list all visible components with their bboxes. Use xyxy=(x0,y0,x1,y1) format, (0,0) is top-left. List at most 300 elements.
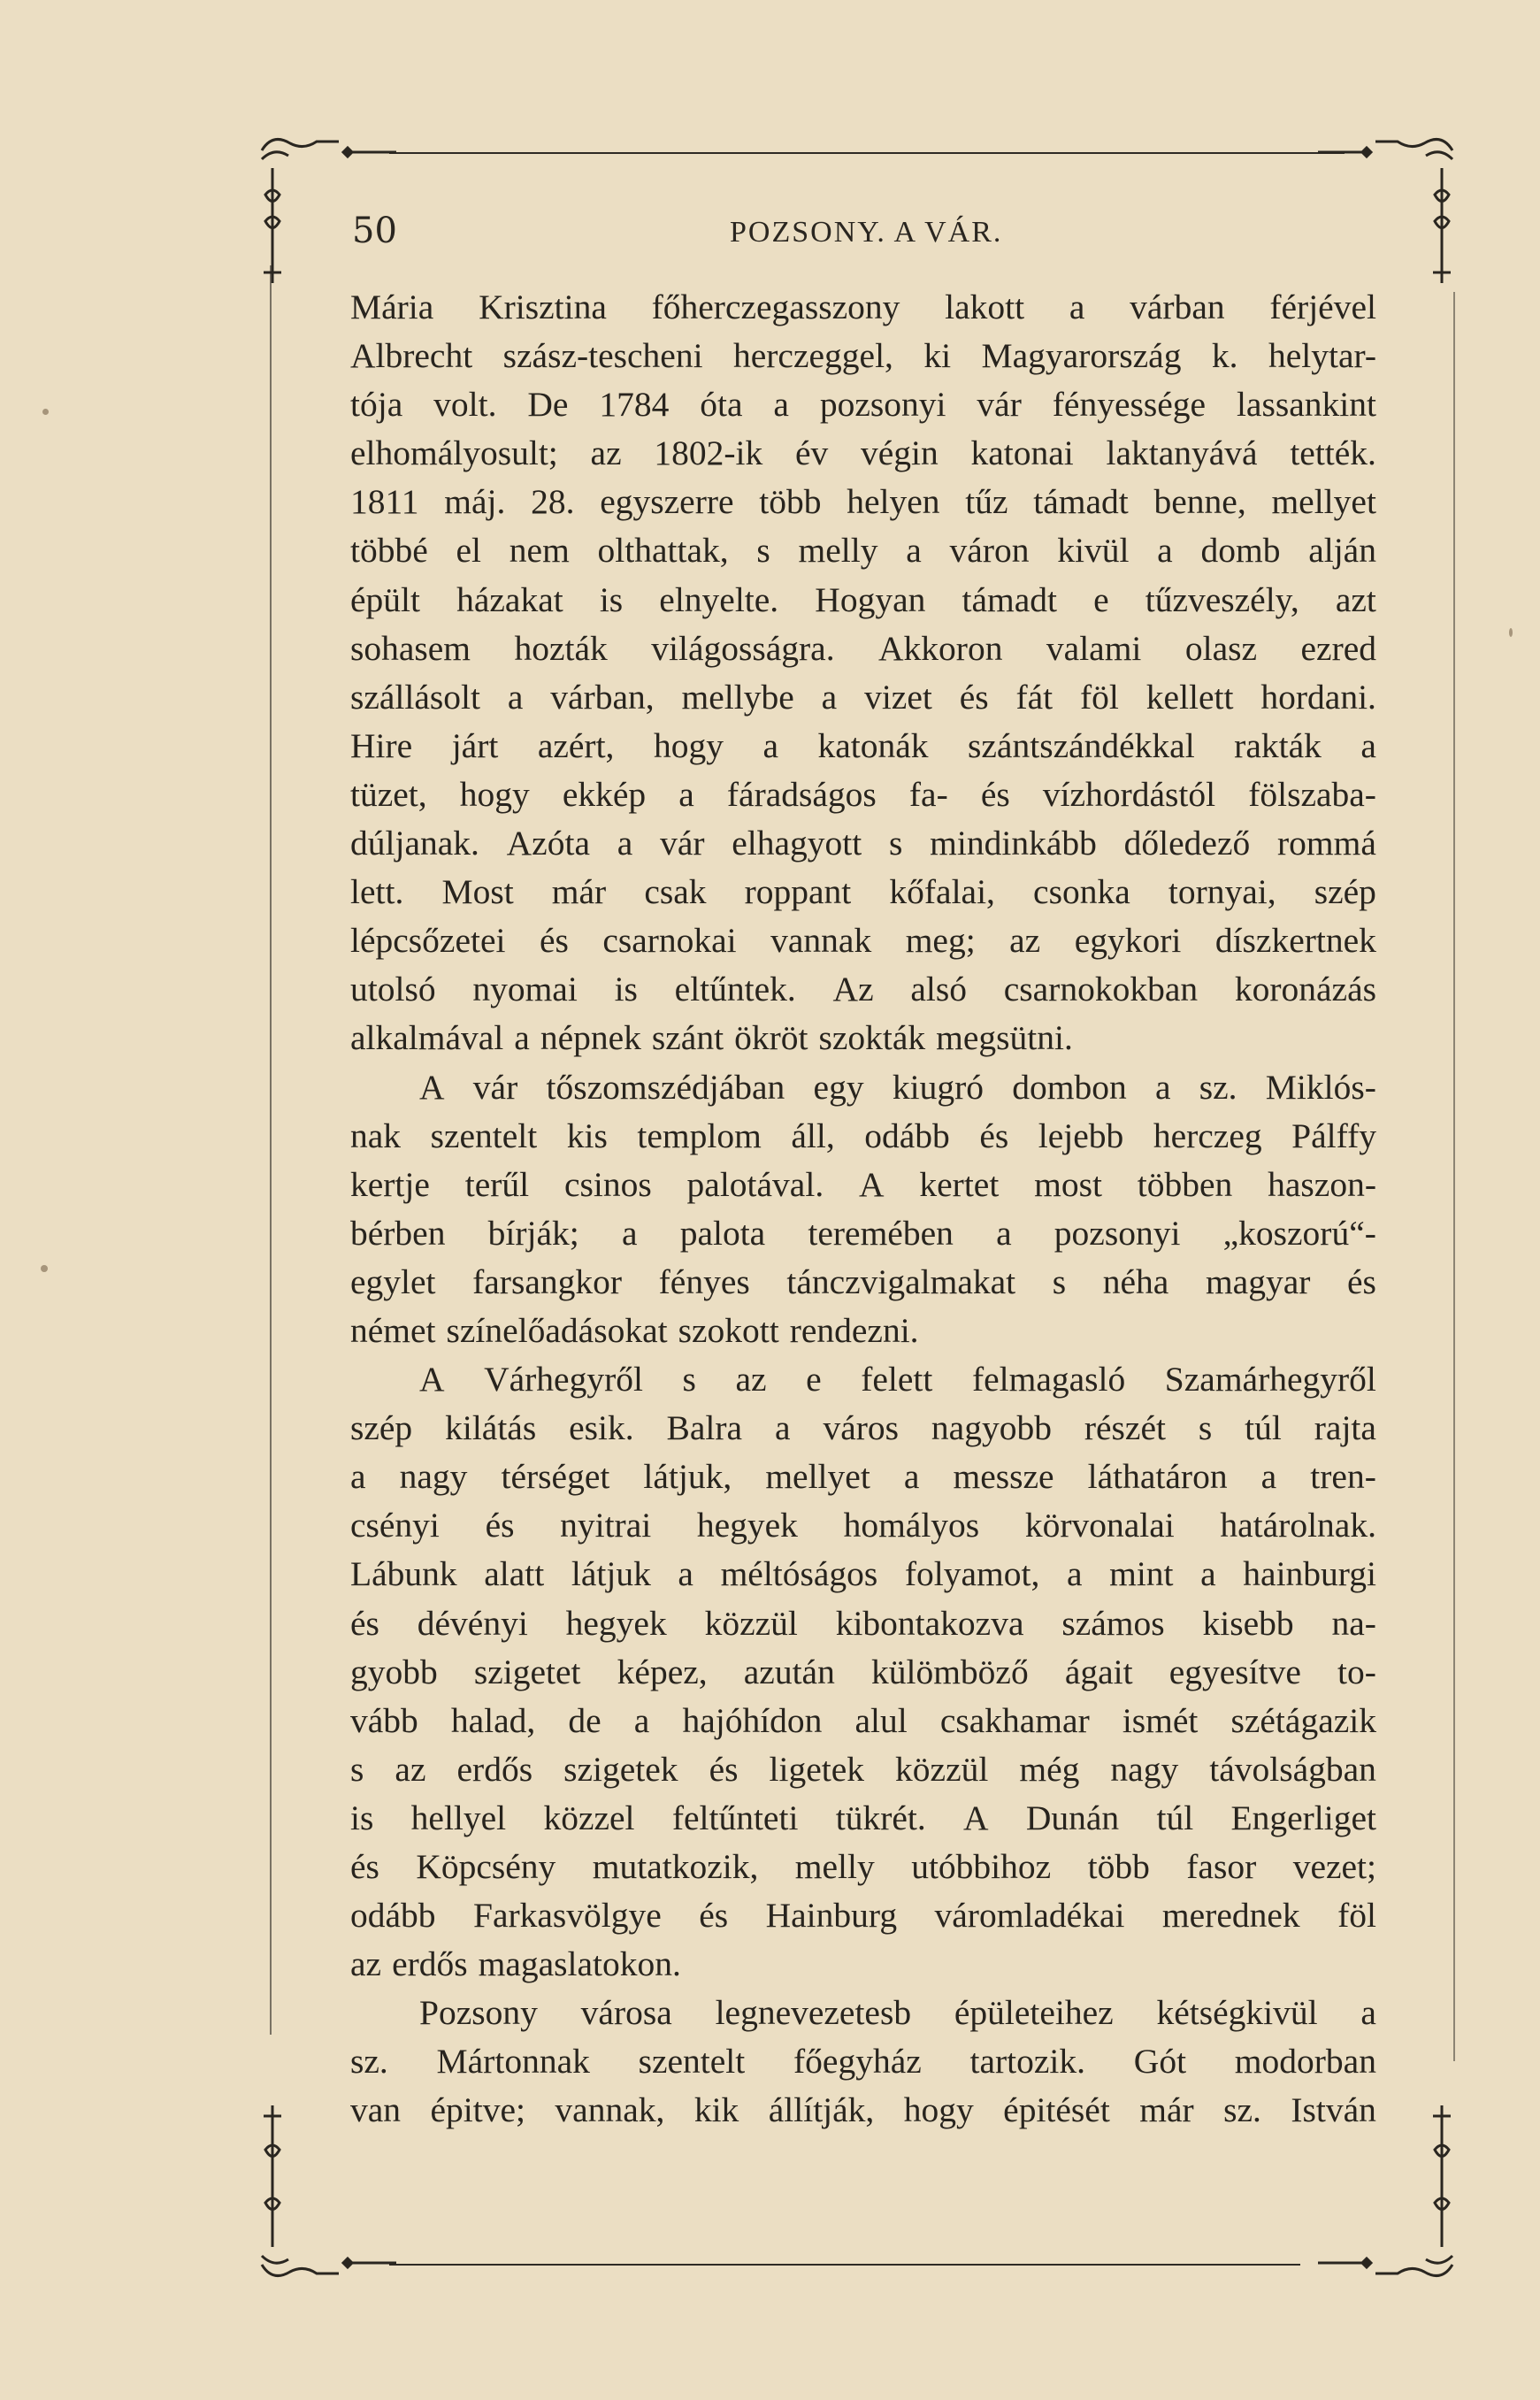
word: fát xyxy=(1015,677,1053,717)
word: a xyxy=(1157,531,1173,571)
word: elnyelte. xyxy=(659,579,779,619)
word: Azóta xyxy=(506,824,590,863)
word: rommá xyxy=(1277,824,1376,863)
word: pozsonyi xyxy=(819,385,946,425)
word: és xyxy=(350,1603,379,1643)
word: támadt xyxy=(962,579,1057,619)
word: A xyxy=(963,1798,989,1837)
word: kertje xyxy=(350,1164,430,1204)
text-line xyxy=(350,576,1376,625)
word: épületeihez xyxy=(954,1993,1114,2033)
word: több xyxy=(1087,1847,1150,1886)
word: hordani. xyxy=(1260,677,1376,717)
word: k. xyxy=(1211,336,1238,376)
word: Mária xyxy=(350,288,434,326)
text-line xyxy=(350,771,1376,819)
word: kilátás xyxy=(445,1408,537,1448)
text-line xyxy=(350,1599,1376,1648)
word: látjuk, xyxy=(643,1457,732,1497)
word: föl xyxy=(1080,677,1119,717)
text-line xyxy=(350,1745,1376,1794)
word: A xyxy=(419,1067,445,1107)
text-line xyxy=(350,1453,1376,1501)
word: szász-tescheni xyxy=(502,336,703,376)
word: pozsonyi xyxy=(1053,1213,1181,1253)
word: hogy xyxy=(459,774,530,814)
word: a xyxy=(1066,1554,1083,1594)
word: főherczegasszony xyxy=(651,288,900,326)
text-line xyxy=(350,380,1376,429)
word: szántszándékkal xyxy=(968,725,1195,765)
word: a xyxy=(821,677,838,717)
word: alkalmával xyxy=(350,1018,504,1058)
word: ligetek xyxy=(769,1749,864,1789)
word: a xyxy=(1360,725,1376,765)
word: rakták xyxy=(1234,725,1322,765)
word: is xyxy=(350,1798,374,1837)
word: hogy xyxy=(653,725,724,765)
word: felett xyxy=(861,1360,933,1399)
word: herczeggel, xyxy=(733,336,893,376)
word: folyamot, xyxy=(904,1554,1040,1594)
word: vannak, xyxy=(555,2090,665,2130)
text-line xyxy=(350,478,1376,526)
word: vár xyxy=(472,1067,518,1107)
word: Az xyxy=(832,970,874,1009)
word: a xyxy=(906,531,922,571)
word: sz. xyxy=(1223,2090,1261,2130)
word: térséget xyxy=(501,1457,610,1497)
word: vízhordástól xyxy=(1042,774,1216,814)
word: ezred xyxy=(1300,628,1376,668)
word: már xyxy=(1139,2090,1194,2130)
word: német xyxy=(350,1310,436,1350)
word: eltűntek. xyxy=(674,970,796,1009)
word: Gót xyxy=(1133,2042,1187,2082)
word: a xyxy=(996,1213,1012,1253)
word: Balra xyxy=(666,1408,743,1448)
word: hajóhídon xyxy=(682,1700,823,1740)
word: kivül xyxy=(1057,531,1130,571)
running-head: POZSONY. A VÁR. xyxy=(730,216,1003,249)
word: épitését xyxy=(1003,2090,1110,2130)
word: benne, xyxy=(1153,482,1246,522)
word: meg; xyxy=(905,921,976,961)
word: egy xyxy=(813,1067,864,1107)
word: óta xyxy=(700,385,743,425)
word: dombon xyxy=(1012,1067,1127,1107)
word: az xyxy=(1009,921,1041,961)
word: a xyxy=(350,1457,366,1497)
word: színelőadásokat xyxy=(446,1310,668,1350)
word: is xyxy=(599,579,624,619)
word: tánczvigalmakat xyxy=(786,1261,1016,1301)
word: egyszerre xyxy=(600,482,734,522)
word: váron xyxy=(949,531,1030,571)
word: Akkoron xyxy=(878,628,1003,668)
word: de xyxy=(568,1700,601,1740)
word: azért, xyxy=(537,725,615,765)
text-line xyxy=(350,673,1376,722)
word: díszkertnek xyxy=(1214,921,1376,961)
word: van xyxy=(350,2090,402,2130)
word: István xyxy=(1291,2090,1376,2130)
word: év xyxy=(794,433,829,473)
word: szétágazik xyxy=(1230,1700,1376,1740)
word: s xyxy=(1052,1261,1067,1301)
word: templom xyxy=(637,1116,762,1155)
word: erdős xyxy=(456,1749,533,1789)
word: ismét xyxy=(1122,1700,1199,1740)
word: támadt xyxy=(1033,482,1129,522)
word: Albrecht xyxy=(350,336,473,376)
text-line xyxy=(350,868,1376,916)
word: az xyxy=(395,1749,426,1789)
word: tartozik. xyxy=(969,2042,1086,2082)
word: odább xyxy=(350,1896,436,1936)
word: 1811 xyxy=(350,482,419,522)
word: és xyxy=(959,677,989,717)
text-line xyxy=(350,1404,1376,1453)
word: 1784 xyxy=(599,385,670,425)
word: épitve; xyxy=(430,2090,525,2130)
word: nak xyxy=(350,1116,402,1155)
word: merednek xyxy=(1161,1896,1300,1936)
word: tőszomszédjában xyxy=(546,1067,785,1107)
word: Dunán xyxy=(1025,1798,1120,1837)
word: vár xyxy=(660,824,705,863)
word: s xyxy=(682,1360,696,1399)
left-border-rule xyxy=(270,265,272,2035)
word: váromladékai xyxy=(934,1896,1125,1936)
word: fényessége xyxy=(1052,385,1207,425)
word: is xyxy=(614,970,638,1009)
word: ekkép xyxy=(562,774,647,814)
word: hegyek xyxy=(696,1506,798,1545)
word: és xyxy=(539,921,569,961)
word: a xyxy=(773,385,789,425)
word: utolsó xyxy=(350,970,436,1009)
word: egylet xyxy=(350,1261,436,1301)
word: mindinkább xyxy=(930,824,1097,863)
word: csak xyxy=(644,872,707,912)
word: vezet; xyxy=(1292,1847,1376,1886)
word: állítják, xyxy=(768,2090,875,2130)
word: Most xyxy=(441,872,514,912)
word: magaslatokon. xyxy=(478,1944,681,1984)
word: tója xyxy=(350,385,403,425)
word: vább xyxy=(350,1700,418,1740)
word: kik xyxy=(693,2090,739,2130)
word: elhagyott xyxy=(732,824,862,863)
word: szép xyxy=(350,1408,413,1448)
word: az xyxy=(735,1360,767,1399)
word: olasz xyxy=(1184,628,1258,668)
bottom-border-rule xyxy=(389,2264,1300,2266)
word: s xyxy=(350,1749,364,1789)
word: Hainburg xyxy=(765,1896,898,1936)
text-line xyxy=(350,283,1376,332)
text-line xyxy=(350,1843,1376,1891)
word: közzül xyxy=(895,1749,989,1789)
word: és xyxy=(980,774,1010,814)
word: dúljanak. xyxy=(350,824,479,863)
word: halad, xyxy=(450,1700,536,1740)
word: a xyxy=(514,1018,530,1058)
word: csarnokokban xyxy=(1003,970,1199,1009)
text-line xyxy=(350,1989,1376,2037)
word: a xyxy=(678,774,694,814)
word: mellyet xyxy=(765,1457,870,1497)
word: szép xyxy=(1314,872,1376,912)
word: alján xyxy=(1308,531,1376,571)
word: kertet xyxy=(919,1164,1000,1204)
word: sz. xyxy=(350,2042,388,2082)
word: kellett xyxy=(1145,677,1234,717)
right-border-rule xyxy=(1453,292,1455,2061)
word: s xyxy=(889,824,903,863)
word: férjével xyxy=(1269,288,1376,326)
word: e xyxy=(1093,579,1109,619)
word: lakott xyxy=(945,288,1025,326)
word: azt xyxy=(1335,579,1376,619)
word: néha xyxy=(1102,1261,1169,1301)
word: a xyxy=(678,1554,693,1594)
word: és xyxy=(699,1896,729,1936)
word: rendezni. xyxy=(789,1310,919,1350)
word: túl xyxy=(1156,1798,1194,1837)
word: alsó xyxy=(910,970,967,1009)
word: ökröt xyxy=(734,1018,808,1058)
paper-speck xyxy=(1509,628,1513,637)
text-line xyxy=(350,1209,1376,1258)
word: tren- xyxy=(1310,1457,1376,1497)
word: mint xyxy=(1109,1554,1174,1594)
word: tükrét. xyxy=(835,1798,926,1837)
word: alatt xyxy=(484,1554,545,1594)
word: olthattak, xyxy=(597,531,729,571)
word: áll, xyxy=(791,1116,835,1155)
word: népnek xyxy=(540,1018,641,1058)
text-line xyxy=(350,2037,1376,2086)
top-border-rule xyxy=(389,152,1345,154)
word: herczeg xyxy=(1153,1116,1262,1155)
word: felmagasló xyxy=(971,1360,1126,1399)
word: Várhegyről xyxy=(484,1360,643,1399)
word: számos xyxy=(1061,1603,1165,1643)
text-line xyxy=(350,1794,1376,1843)
word: csakhamar xyxy=(939,1700,1090,1740)
text-line xyxy=(350,722,1376,771)
word: Farkasvölgye xyxy=(472,1896,662,1936)
word: részét xyxy=(1084,1408,1166,1448)
word: A xyxy=(859,1164,885,1204)
word: az xyxy=(590,433,622,473)
word: a xyxy=(762,725,778,765)
word: katonai xyxy=(970,433,1074,473)
word: De xyxy=(527,385,569,425)
word: nagyobb xyxy=(931,1408,1052,1448)
word: külömböző xyxy=(870,1652,1029,1691)
word: lassankint xyxy=(1236,385,1376,425)
word: csinos xyxy=(563,1164,652,1204)
word: vár xyxy=(977,385,1022,425)
word: bérben xyxy=(350,1213,446,1253)
word: és xyxy=(709,1749,739,1789)
word: volt. xyxy=(433,385,497,425)
word: az xyxy=(350,1944,382,1984)
word: el xyxy=(456,531,482,571)
text-line xyxy=(350,1891,1376,1940)
word: többé xyxy=(350,531,428,571)
word: a xyxy=(1260,1457,1277,1497)
word: csonka xyxy=(1033,872,1130,912)
word: Krisztina xyxy=(479,288,607,326)
word: odább xyxy=(864,1116,950,1155)
word: na- xyxy=(1331,1603,1376,1643)
word: távolságban xyxy=(1209,1749,1376,1789)
word: terűl xyxy=(464,1164,530,1204)
word: 28. xyxy=(531,482,575,522)
word: megsütni. xyxy=(936,1018,1073,1058)
word: Mártonnak xyxy=(436,2042,590,2082)
word: fa- xyxy=(908,774,948,814)
word: A xyxy=(419,1360,445,1399)
text-line xyxy=(350,1307,1376,1355)
word: szokták xyxy=(818,1018,926,1058)
word: valami xyxy=(1046,628,1142,668)
text-line xyxy=(350,1063,1376,1112)
word: Pozsony xyxy=(419,1993,538,2033)
word: még xyxy=(1019,1749,1080,1789)
word: tüzet, xyxy=(350,774,427,814)
word: Magyarország xyxy=(981,336,1182,376)
word: város xyxy=(823,1408,899,1448)
word: mellyet xyxy=(1271,482,1376,522)
word: katonák xyxy=(817,725,929,765)
word: helyen xyxy=(847,482,940,522)
word: Hogyan xyxy=(815,579,926,619)
word: végin xyxy=(861,433,939,473)
text-line xyxy=(350,1501,1376,1550)
word: utóbbihoz xyxy=(911,1847,1052,1886)
word: hellyel xyxy=(410,1798,507,1837)
word: Miklós- xyxy=(1265,1067,1376,1107)
word: máj. xyxy=(444,482,506,522)
word: roppant xyxy=(744,872,852,912)
word: a xyxy=(621,1213,638,1253)
word: homályos xyxy=(843,1506,980,1545)
word: és xyxy=(1347,1261,1376,1301)
word: most xyxy=(1034,1164,1102,1204)
word: ágait xyxy=(1064,1652,1133,1691)
word: fölszaba- xyxy=(1248,774,1376,814)
body-text xyxy=(350,283,1376,2135)
word: mellybe xyxy=(681,677,794,717)
word: s xyxy=(1198,1408,1213,1448)
word: főegyház xyxy=(793,2042,922,2082)
word: épült xyxy=(350,579,420,619)
word: nyomai xyxy=(472,970,578,1009)
word: kisebb xyxy=(1202,1603,1294,1643)
word: a xyxy=(633,1700,650,1740)
word: körvonalai xyxy=(1024,1506,1175,1545)
text-line xyxy=(350,1014,1376,1062)
word: kiugró xyxy=(892,1067,984,1107)
word: egyesítve xyxy=(1168,1652,1301,1691)
word: to- xyxy=(1337,1652,1376,1691)
word: a xyxy=(507,677,524,717)
word: farsangkor xyxy=(472,1261,623,1301)
word: csényi xyxy=(350,1506,440,1545)
word: helytar- xyxy=(1268,336,1376,376)
page-number: 50 xyxy=(352,211,397,251)
word: képez, xyxy=(617,1652,708,1691)
word: azután xyxy=(743,1652,835,1691)
text-line xyxy=(350,1940,1376,1989)
word: vannak xyxy=(770,921,872,961)
word: alul xyxy=(854,1700,908,1740)
text-line xyxy=(350,1355,1376,1404)
text-line xyxy=(350,1648,1376,1697)
word: Hire xyxy=(350,725,413,765)
word: elhomályosult; xyxy=(350,433,558,473)
word: bírják; xyxy=(487,1213,579,1253)
word: dévényi xyxy=(417,1603,528,1643)
word: kőfalai, xyxy=(889,872,995,912)
word: Köpcsény xyxy=(416,1847,556,1886)
word: magyar xyxy=(1205,1261,1311,1301)
word: rajta xyxy=(1314,1408,1376,1448)
word: szentelt xyxy=(430,1116,538,1155)
word: és xyxy=(485,1506,515,1545)
word: tornyai, xyxy=(1168,872,1276,912)
word: haszon- xyxy=(1268,1164,1376,1204)
word: nagy xyxy=(1110,1749,1179,1789)
word: fáradságos xyxy=(726,774,877,814)
word: látjuk xyxy=(571,1554,651,1594)
word: már xyxy=(551,872,607,912)
word: teremében xyxy=(808,1213,954,1253)
word: „koszorú“- xyxy=(1222,1213,1376,1253)
word: koronázás xyxy=(1234,970,1376,1009)
word: hozták xyxy=(514,628,608,668)
word: a xyxy=(617,824,633,863)
word: járt xyxy=(451,725,499,765)
word: lejebb xyxy=(1038,1116,1124,1155)
word: közzel xyxy=(543,1798,635,1837)
top-right-corner-ornament-icon xyxy=(1283,124,1460,301)
word: Szamárhegyről xyxy=(1164,1360,1376,1399)
word: palota xyxy=(679,1213,766,1253)
word: fényes xyxy=(658,1261,750,1301)
word: laktanyává xyxy=(1106,433,1258,473)
word: kibontakozva xyxy=(835,1603,1024,1643)
word: feltűnteti xyxy=(671,1798,799,1837)
word: szokott xyxy=(678,1310,779,1350)
word: szentelt xyxy=(638,2042,746,2082)
word: s xyxy=(756,531,770,571)
word: Engerliget xyxy=(1230,1798,1376,1837)
word: Pálffy xyxy=(1291,1116,1376,1155)
word: világosságra. xyxy=(651,628,835,668)
paper-speck xyxy=(41,1265,48,1272)
word: és xyxy=(979,1116,1009,1155)
word: közzül xyxy=(704,1603,798,1643)
word: többen xyxy=(1137,1164,1233,1204)
word: mutatkozik, xyxy=(592,1847,759,1886)
word: sohasem xyxy=(350,628,471,668)
